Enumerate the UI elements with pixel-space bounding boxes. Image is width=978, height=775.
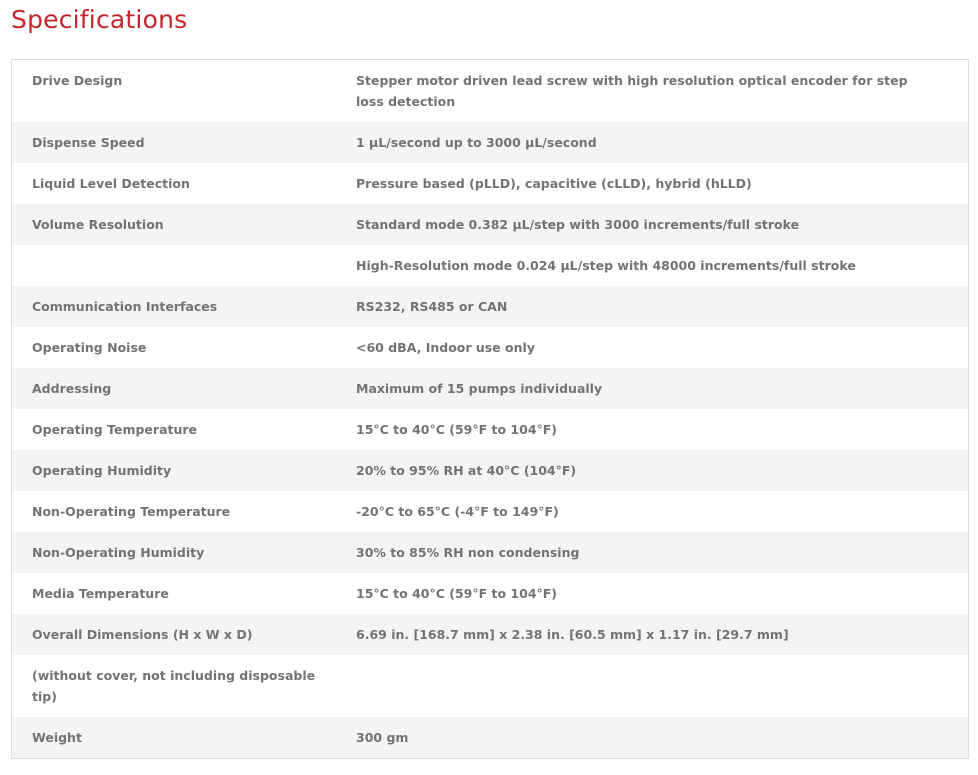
spec-label: Non-Operating Humidity bbox=[32, 545, 205, 560]
spec-value: Pressure based (pLLD), capacitive (cLLD), hybrid (hLLD) bbox=[356, 176, 752, 191]
spec-row-communication-interfaces bbox=[12, 286, 968, 327]
spec-label: Liquid Level Detection bbox=[32, 176, 190, 191]
spec-value: 15°C to 40°C (59°F to 104°F) bbox=[356, 422, 558, 437]
spec-label: Communication Interfaces bbox=[32, 299, 218, 314]
spec-value: 1 µL/second up to 3000 µL/second bbox=[356, 135, 597, 150]
spec-row-dispense-speed bbox=[12, 122, 968, 163]
spec-label: Operating Humidity bbox=[32, 463, 172, 478]
specifications-table bbox=[11, 59, 969, 759]
spec-row-media-temperature bbox=[12, 573, 968, 614]
spec-label: Volume Resolution bbox=[32, 217, 164, 232]
spec-value: -20°C to 65°C (-4°F to 149°F) bbox=[356, 504, 559, 519]
spec-row-dimensions-note bbox=[12, 655, 968, 717]
spec-row-addressing bbox=[12, 368, 968, 409]
spec-row-volume-resolution-high bbox=[12, 245, 968, 286]
spec-value: RS232, RS485 or CAN bbox=[356, 299, 508, 314]
spec-value: Standard mode 0.382 µL/step with 3000 increments/full stroke bbox=[356, 217, 800, 232]
spec-label: Operating Temperature bbox=[32, 422, 198, 437]
spec-row-non-operating-temperature bbox=[12, 491, 968, 532]
spec-label: Media Temperature bbox=[32, 586, 169, 601]
spec-label: Overall Dimensions (H x W x D) bbox=[32, 627, 253, 642]
spec-row-operating-noise bbox=[12, 327, 968, 368]
spec-label bbox=[12, 245, 356, 265]
spec-row-operating-humidity bbox=[12, 450, 968, 491]
spec-value: High-Resolution mode 0.024 µL/step with 48000 increments/full stroke bbox=[356, 258, 856, 273]
spec-value: Maximum of 15 pumps individually bbox=[356, 381, 603, 396]
spec-label: Weight bbox=[32, 730, 82, 745]
spec-row-liquid-level-detection bbox=[12, 163, 968, 204]
spec-row-volume-resolution bbox=[12, 204, 968, 245]
spec-row-overall-dimensions bbox=[12, 614, 968, 655]
spec-row-weight bbox=[12, 717, 968, 758]
spec-value: Stepper motor driven lead screw with high resolution optical encoder for step loss detection bbox=[356, 73, 908, 109]
spec-row-drive-design bbox=[12, 60, 968, 122]
spec-row-operating-temperature bbox=[12, 409, 968, 450]
spec-label: Non-Operating Temperature bbox=[32, 504, 231, 519]
spec-value: 15°C to 40°C (59°F to 104°F) bbox=[356, 586, 558, 601]
page-title: Specifications bbox=[11, 5, 188, 34]
spec-label: Addressing bbox=[32, 381, 112, 396]
spec-value bbox=[356, 655, 968, 675]
spec-value: <60 dBA, Indoor use only bbox=[356, 340, 535, 355]
spec-value: 6.69 in. [168.7 mm] x 2.38 in. [60.5 mm] x 1.17 in. [29.7 mm] bbox=[356, 627, 789, 642]
spec-label: Operating Noise bbox=[32, 340, 147, 355]
spec-label: Dispense Speed bbox=[32, 135, 145, 150]
spec-row-non-operating-humidity bbox=[12, 532, 968, 573]
spec-label: (without cover, not including disposable tip) bbox=[32, 668, 316, 704]
spec-value: 20% to 95% RH at 40°C (104°F) bbox=[356, 463, 577, 478]
spec-value: 300 gm bbox=[356, 730, 409, 745]
spec-value: 30% to 85% RH non condensing bbox=[356, 545, 580, 560]
spec-label: Drive Design bbox=[32, 73, 123, 88]
